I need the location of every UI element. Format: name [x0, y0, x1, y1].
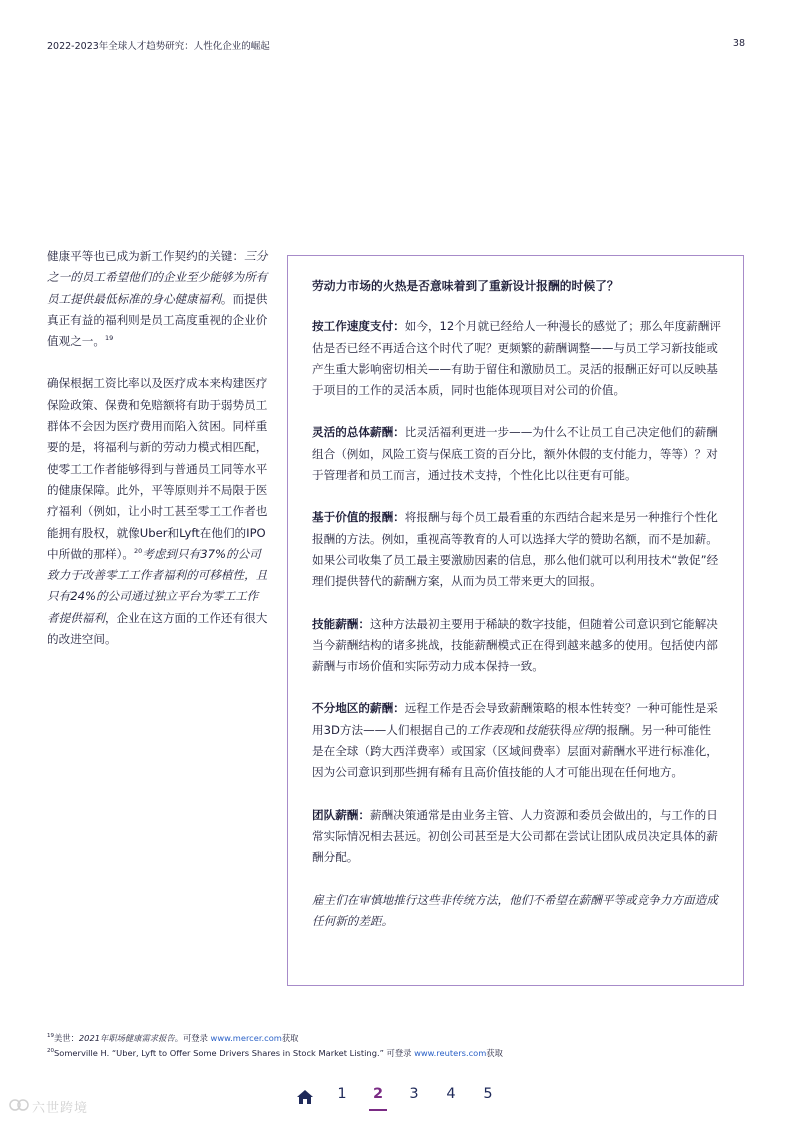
section-skills-pay: 技能薪酬：这种方法最初主要用于稀缺的数字技能，但随着公司意识到它能解决当今薪酬结构的诸多挑战，技能薪酬模式正在得到越来越多的使用。包括使内部薪酬与市场价值和实际劳动力成本保持一致。	[312, 616, 718, 674]
active-page-indicator	[369, 1109, 387, 1111]
footnote-ref-19[interactable]: 19	[104, 334, 114, 343]
page-link-1[interactable]: 1	[337, 1086, 347, 1102]
pagination	[0, 1085, 793, 1113]
paragraph-insurance-policy: 确保根据工资比率以及医疗成本来构建医疗保险政策、保费和免赔额将有助于弱势员工群体不会因为医疗费用而陷入贫困。同样重要的是，将福利与新的劳动力模式相匹配，使零工工作者能够得到与普通员工同等水平的健康保障。此外，平等原则并不局限于医疗福利（例如，让小时工甚至零工工作者也能拥有股权，就像Uber和Lyft在他们的IPO中所做的那样）。$^{20}$考虑到只有37%的公司致力于改善零工工作者福利的可移植性，且只有24%的公司通过独立平台为零工工作者提供福利，企业在这方面的工作还有很大的改进空间。	[47, 376, 268, 647]
section-team-pay: 团队薪酬：薪酬决策通常是由业务主管、人力资源和委员会做出的，与工作的日常实际情况相去甚远。初创公司甚至是大公司都在尝试让团队成员决定具体的薪酬分配。	[312, 807, 718, 865]
footnote-ref-20[interactable]: 20	[133, 547, 143, 555]
link-reuters[interactable]: www.reuters.com	[414, 1048, 487, 1058]
page-link-5[interactable]: 5	[483, 1086, 493, 1102]
page-link-2[interactable]: 2	[372, 1086, 384, 1102]
box-title: 劳动力市场的火热是否意味着到了重新设计报酬的时候了？	[312, 279, 619, 293]
box-closing-statement: 雇主们在审慎地推行这些非传统方法，他们不希望在薪酬平等或竞争力方面造成任何新的差距。	[312, 892, 718, 928]
link-mercer[interactable]: www.mercer.com	[210, 1033, 282, 1043]
section-pay-by-speed: 按工作速度支付：如今，12个月就已经给人一种漫长的感觉了；那么年度薪酬评估是否已经不再适合这个时代了呢？更频繁的薪酬调整——与员工学习新技能或产生重大影响密切相关——有助于留住和激励员工。灵活的报酬正好可以反映基于项目的工作的灵活本质，同时也能体现项目对公司的价值。	[312, 319, 721, 398]
footnote-19: $^{19}$美世：2021年职场健康需求报告。可登录 www.mercer.com获取	[47, 1033, 299, 1043]
sidebar-box-compensation	[287, 255, 744, 986]
paragraph-health-equity: 健康平等也已成为新工作契约的关键：三分之一的员工希望他们的企业至少能够为所有员工提供最低标准的身心健康福利。而提供真正有益的福利则是员工高度重视的企业价值观之一。$^{19}$	[47, 249, 268, 349]
home-icon[interactable]	[296, 1089, 314, 1105]
page-link-4[interactable]: 4	[446, 1086, 456, 1102]
emphasis-text: 三分之一的员工希望他们的企业至少能够为所有员工提供最低标准的身心健康福利	[47, 249, 268, 306]
left-column	[47, 246, 269, 650]
page-link-3[interactable]: 3	[409, 1086, 419, 1102]
watermark	[8, 1095, 108, 1117]
watermark-logo-icon	[8, 1095, 30, 1115]
section-location-agnostic-pay: 不分地区的薪酬：远程工作是否会导致薪酬策略的根本性转变？一种可能性是采用3D方法——人们根据自己的工作表现和技能获得应得的报酬。另一种可能性是在全球（跨大西洋费率）或国家（区域间费率）层面对薪酬水平进行标准化，因为公司意识到那些拥有稀有且高价值技能的人才可能出现在任何地方。	[312, 701, 718, 780]
emphasis-text: 考虑到只有37%的公司致力于改善零工工作者福利的可移植性，且只有24%的公司通过独立平台为零工工作者提供福利	[47, 546, 268, 625]
section-flexible-total-pay: 灵活的总体薪酬：比灵活福利更进一步——为什么不让员工自己决定他们的薪酬组合（例如，风险工资与保底工资的百分比，额外休假的支付能力，等等）？对于管理者和员工而言，通过技术支持，个性化比以往更有可能。	[312, 425, 718, 483]
page-number: 38	[732, 38, 745, 49]
footnote-20: $^{20}$Somerville H. “Uber, Lyft to Offer Some Drivers Shares in Stock Market Listing.” 可登录 www.reuters.com获取	[47, 1048, 503, 1058]
watermark-text: 六世跨境	[32, 1101, 89, 1116]
footnotes	[47, 1031, 747, 1061]
document-title: 2022-2023年全球人才趋势研究：人性化企业的崛起	[47, 41, 270, 52]
section-value-based-pay: 基于价值的报酬：将报酬与每个员工最看重的东西结合起来是另一种推行个性化报酬的方法。例如，重视高等教育的人可以选择大学的赞助名额，而不是加薪。如果公司收集了员工最主要激励因素的信息，那么他们就可以利用技术“敦促”经理们提供替代的薪酬方案，从而为员工带来更大的回报。	[312, 510, 719, 589]
